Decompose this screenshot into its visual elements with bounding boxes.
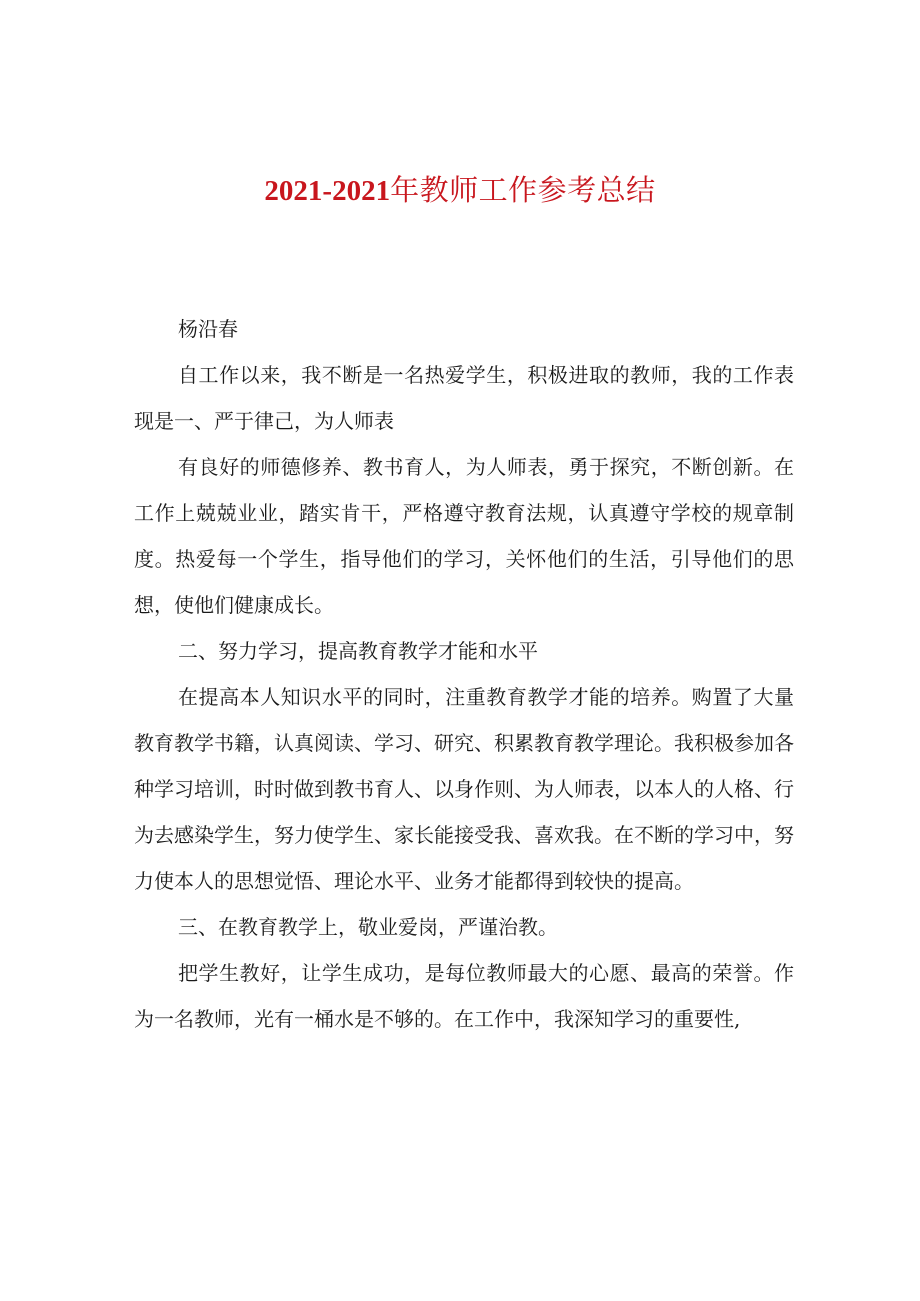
document-body	[134, 306, 794, 1042]
paragraph-ethics: 有良好的师德修养、教书育人，为人师表，勇于探究，不断创新。在工作上兢兢业业，踏实肯干，严格遵守教育法规，认真遵守学校的规章制度。热爱每一个学生，指导他们的学习，关怀他们的生活，引导他们的思想，使他们健康成长。	[134, 455, 794, 617]
title-text: 年教师工作参考总结	[390, 173, 656, 207]
title-year: 2021-2021	[264, 175, 391, 207]
paragraph-study: 在提高本人知识水平的同时，注重教育教学才能的培养。购置了大量教育教学书籍，认真阅读、学习、研究、积累教育教学理论。我积极参加各种学习培训，时时做到教书育人、以身作则、为人师表，以本人的人格、行为去感染学生，努力使学生、家长能接受我、喜欢我。在不断的学习中，努力使本人的思想觉悟、理论水平、业务才能都得到较快的提高。	[134, 685, 794, 893]
section-heading-study: 二、努力学习，提高教育教学才能和水平	[178, 639, 538, 663]
section-heading-teaching: 三、在教育教学上，敬业爱岗，严谨治教。	[178, 915, 558, 939]
document-title	[0, 168, 920, 213]
author-name: 杨沿春	[178, 317, 238, 341]
paragraph-teaching: 把学生教好，让学生成功，是每位教师最大的心愿、最高的荣誉。作为一名教师，光有一桶水是不够的。在工作中，我深知学习的重要性,	[134, 961, 794, 1031]
paragraph-intro: 自工作以来，我不断是一名热爱学生，积极进取的教师，我的工作表现是一、严于律己，为人师表	[134, 363, 794, 433]
